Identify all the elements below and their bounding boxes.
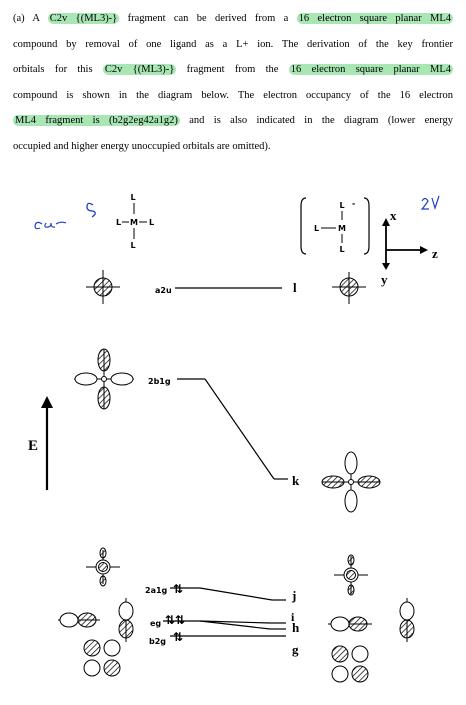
correlation-line	[205, 379, 274, 479]
square-planar-complex	[116, 193, 154, 250]
electron-pair-2a1g: ⇅	[173, 582, 184, 596]
svg-text:L: L	[130, 193, 136, 202]
axis-z-label: z	[432, 246, 438, 261]
text-line-4: compound is shown in the diagram below. The electron occupancy of the 16 electron	[13, 89, 453, 101]
handwriting-2v	[422, 196, 439, 209]
highlight: C2v {(ML3)-}	[104, 64, 175, 75]
svg-text:-: -	[352, 199, 356, 208]
electron-pair-b2g: ⇅	[173, 630, 184, 644]
level-label-k: k	[292, 473, 300, 488]
highlight: C2v {(ML3)-}	[49, 13, 118, 24]
level-label-a2u: a2u	[155, 286, 172, 295]
coordinate-axes	[381, 208, 438, 287]
i-orbital-right	[328, 617, 372, 631]
g-orbital-right	[332, 646, 368, 682]
svg-text:L: L	[339, 245, 345, 254]
handwriting-s	[87, 203, 95, 217]
svg-text:L: L	[149, 218, 155, 227]
handwriting-ccr	[35, 222, 66, 228]
text-line-6: occupied and higher energy unoccupied orbitals are omitted).	[13, 140, 271, 152]
svg-text:M: M	[130, 218, 138, 227]
svg-text:L: L	[116, 218, 122, 227]
axis-x-label: x	[390, 208, 397, 223]
c2v-fragment	[301, 198, 369, 254]
energy-label: E	[28, 438, 39, 454]
level-label-b2g: b2g	[149, 637, 167, 646]
svg-text:L: L	[130, 241, 136, 250]
electron-pair-eg: ⇅⇅	[165, 613, 186, 627]
highlight: 16 electron square planar ML4	[290, 64, 452, 75]
text-line-5: ML4 fragment is (b2g2eg42a1g2) and is also indicated in the diagram (lower energy	[15, 115, 453, 126]
b1g-orbital-left	[74, 349, 134, 409]
level-label-i: i	[291, 610, 295, 624]
svg-text:L: L	[314, 224, 320, 233]
level-label-g: g	[292, 642, 299, 657]
k-orbital-right	[322, 452, 380, 512]
axis-y-label: y	[381, 272, 388, 287]
l-orbital-right	[332, 272, 366, 304]
eg-orbital-left-1	[58, 613, 100, 627]
level-label-2b1g: 2b1g	[148, 377, 171, 386]
question-paragraph	[13, 6, 453, 159]
level-label-h: h	[292, 620, 300, 635]
eg-orbital-left-2	[119, 598, 133, 642]
svg-text:L: L	[339, 201, 345, 210]
highlight: ML4 fragment is (b2g2eg42a1g2)	[15, 115, 178, 126]
orbital-diagram-svg	[0, 180, 466, 700]
svg-text:M: M	[338, 224, 346, 233]
text-line-2: compound by removal of one ligand as a L+ ion. The derivation of the key frontier	[13, 38, 453, 50]
h-orbital-right	[400, 598, 414, 642]
text-line-1: (a) A C2v {(ML3)-} fragment can be derived from a 16 electron square planar ML4	[13, 13, 452, 24]
a1g-orbital-left	[86, 548, 120, 586]
level-label-l: l	[293, 280, 297, 295]
a2u-orbital-left	[86, 270, 120, 304]
level-label-j: j	[292, 588, 297, 603]
correlation-line	[200, 588, 272, 600]
level-label-2a1g: 2a1g	[145, 586, 168, 595]
j-orbital-right	[334, 555, 368, 595]
orbital-diagram	[0, 180, 466, 700]
text-line-3: orbitals for this C2v {(ML3)-} fragment from the 16 electron square planar ML4	[13, 64, 452, 75]
b2g-orbital-left	[84, 640, 120, 676]
energy-axis	[28, 396, 53, 490]
level-label-eg: eg	[150, 619, 162, 628]
highlight: 16 electron square planar ML4	[298, 13, 452, 24]
